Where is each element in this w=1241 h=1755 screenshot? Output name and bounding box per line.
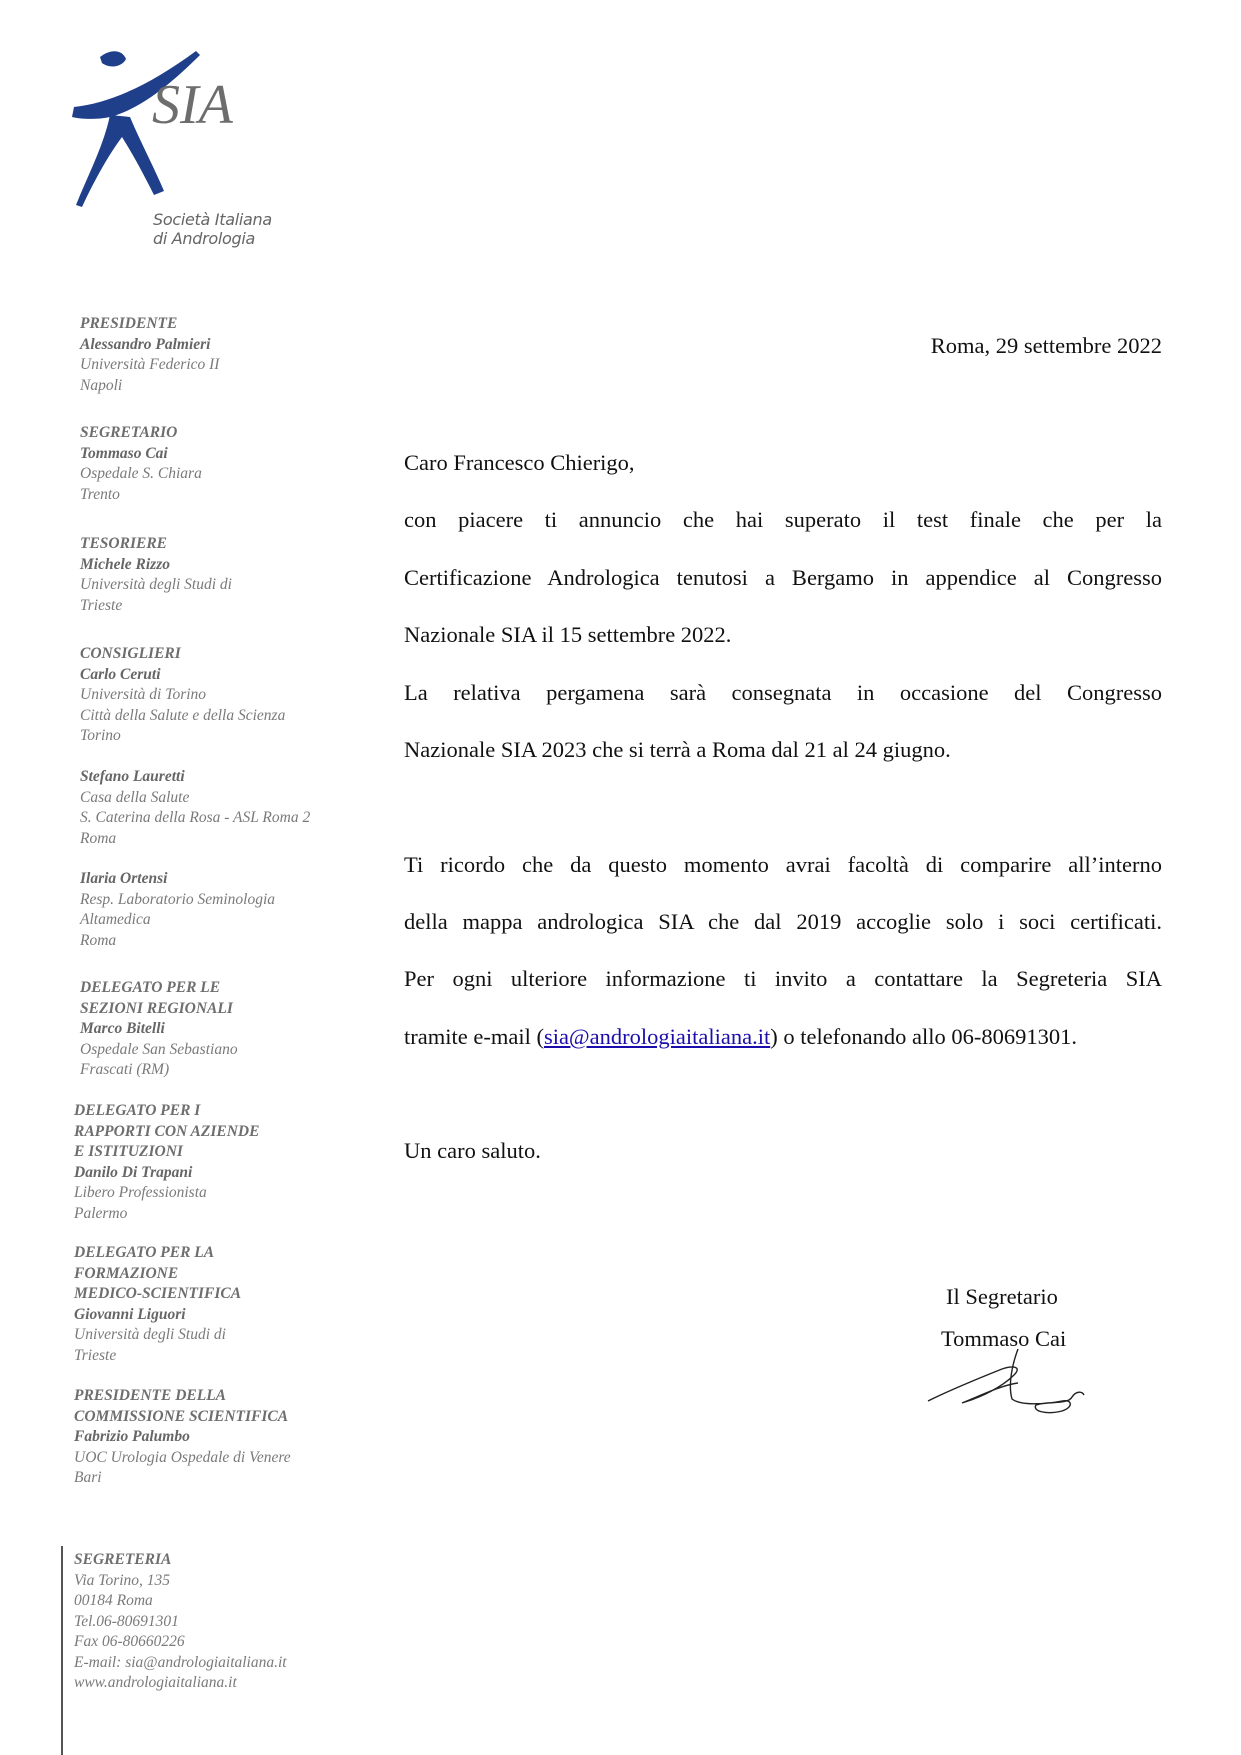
member-affiliation: Roma [80,931,117,949]
member-affiliation: Palermo [74,1204,128,1222]
board-member-block [80,869,275,951]
sia-logo [70,45,260,215]
role-heading: DELEGATO PER LA [74,1244,215,1261]
paragraph-line [404,1024,1162,1050]
paragraph-line: con piacere ti annuncio che hai superato il test finale che per la [404,507,1162,532]
role-heading: PRESIDENTE [80,315,178,332]
svg-text:SIA: SIA [152,74,233,136]
logo-subtitle-line: di Andrologia [153,229,256,248]
role-heading: SEGRETARIO [80,424,178,441]
paragraph-line: Nazionale SIA 2023 che si terrà a Roma dal 21 al 24 giugno. [404,737,951,762]
board-member-block [74,1243,241,1366]
role-heading: RAPPORTI CON AZIENDE [74,1122,260,1140]
role-heading: SEZIONI REGIONALI [80,999,233,1017]
member-name: Alessandro Palmieri [80,335,211,353]
member-affiliation: Bari [74,1469,102,1486]
board-member-block [80,767,310,849]
role-heading: E ISTITUZIONI [74,1143,183,1160]
salutation: Caro Francesco Chierigo, [404,450,635,475]
member-affiliation: Roma [80,829,117,847]
member-name: Marco Bitelli [80,1020,165,1037]
role-heading: DELEGATO PER I [74,1102,201,1119]
board-member-block [80,423,202,505]
member-affiliation: Casa della Salute [80,788,190,806]
segreteria-heading: SEGRETERIA [74,1551,172,1568]
member-affiliation: Napoli [80,376,123,394]
member-affiliation: Trento [80,485,120,503]
closing: Un caro saluto. [404,1138,541,1163]
segreteria-block [74,1550,287,1694]
paragraph-line: Per ogni ulteriore informazione ti invito a contattare la Segreteria SIA [404,966,1162,991]
paragraph-line: La relativa pergamena sarà consegnata in occasione del Congresso [404,680,1162,705]
member-affiliation: Trieste [74,1346,117,1364]
segreteria-divider [61,1546,63,1755]
board-member-block [80,978,238,1081]
member-affiliation: Ospedale San Sebastiano [80,1040,238,1058]
role-heading: TESORIERE [80,535,168,552]
member-name: Giovanni Liguori [74,1305,186,1323]
paragraph-line: Nazionale SIA il 15 settembre 2022. [404,622,732,647]
role-heading: MEDICO-SCIENTIFICA [74,1285,242,1302]
board-member-block [74,1101,259,1224]
member-affiliation: Università degli Studi di [80,576,232,593]
member-name: Fabrizio Palumbo [74,1428,190,1445]
board-member-block [80,314,219,396]
paragraph-line: della mappa andrologica SIA che dal 2019 accoglie solo i soci certificati. [404,909,1162,934]
member-affiliation: Trieste [80,596,123,614]
segreteria-fax: Fax 06-80660226 [74,1633,185,1650]
member-affiliation: Città della Salute e della Scienza [80,706,286,724]
member-affiliation: Torino [80,727,121,744]
logo-subtitle-line: Società Italiana [153,210,272,229]
member-affiliation: S. Caterina della Rosa - ASL Roma 2 [80,809,311,826]
role-heading: CONSIGLIERI [80,645,181,662]
member-name: Carlo Ceruti [80,665,161,683]
member-affiliation: Ospedale S. Chiara [80,465,202,482]
segreteria-address: Via Torino, 135 [74,1571,171,1589]
signer-role: Il Segretario [946,1284,1058,1309]
role-heading: FORMAZIONE [74,1264,179,1282]
logo-subtitle [153,210,272,248]
role-heading: DELEGATO PER LE [80,979,221,996]
member-affiliation: Altamedica [80,911,151,928]
member-affiliation: Frascati (RM) [80,1061,170,1078]
member-affiliation: Libero Professionista [74,1184,207,1201]
member-name: Stefano Lauretti [80,768,185,785]
member-affiliation: UOC Urologia Ospedale di Venere [74,1448,291,1466]
letter-date: Roma, 29 settembre 2022 [930,333,1162,358]
member-affiliation: Università di Torino [80,686,207,703]
paragraph-line: Ti ricordo che da questo momento avrai facoltà di comparire all’interno [404,852,1162,877]
signature-scribble-icon [922,1345,1092,1430]
member-name: Michele Rizzo [80,555,170,573]
signature [922,1345,1092,1435]
segreteria-website: www.andrologiaitaliana.it [74,1674,237,1691]
member-affiliation: Università degli Studi di [74,1326,226,1343]
paragraph-line: Certificazione Andrologica tenutosi a Bergamo in appendice al Congresso [404,565,1162,590]
email-link[interactable]: sia@andrologiaitaliana.it [543,1024,771,1049]
member-name: Tommaso Cai [80,444,168,462]
member-name: Ilaria Ortensi [80,870,168,887]
signer-name: Tommaso Cai [941,1326,1067,1351]
role-heading: PRESIDENTE DELLA [74,1387,227,1404]
segreteria-city: 00184 Roma [74,1592,153,1609]
segreteria-phone: Tel.06-80691301 [74,1612,179,1630]
board-member-block [80,534,232,616]
contact-text: ) o telefonando allo 06-80691301. [770,1024,1078,1049]
member-affiliation: Resp. Laboratorio Seminologia [80,890,276,908]
contact-text: tramite e-mail ( [404,1024,544,1049]
logo-figure-icon [70,45,260,215]
board-member-block [74,1386,291,1489]
segreteria-email: E-mail: sia@andrologiaitaliana.it [74,1653,287,1671]
member-affiliation: Università Federico II [80,356,220,373]
board-member-block [80,644,285,747]
member-name: Danilo Di Trapani [74,1163,193,1181]
role-heading: COMMISSIONE SCIENTIFICA [74,1407,289,1425]
